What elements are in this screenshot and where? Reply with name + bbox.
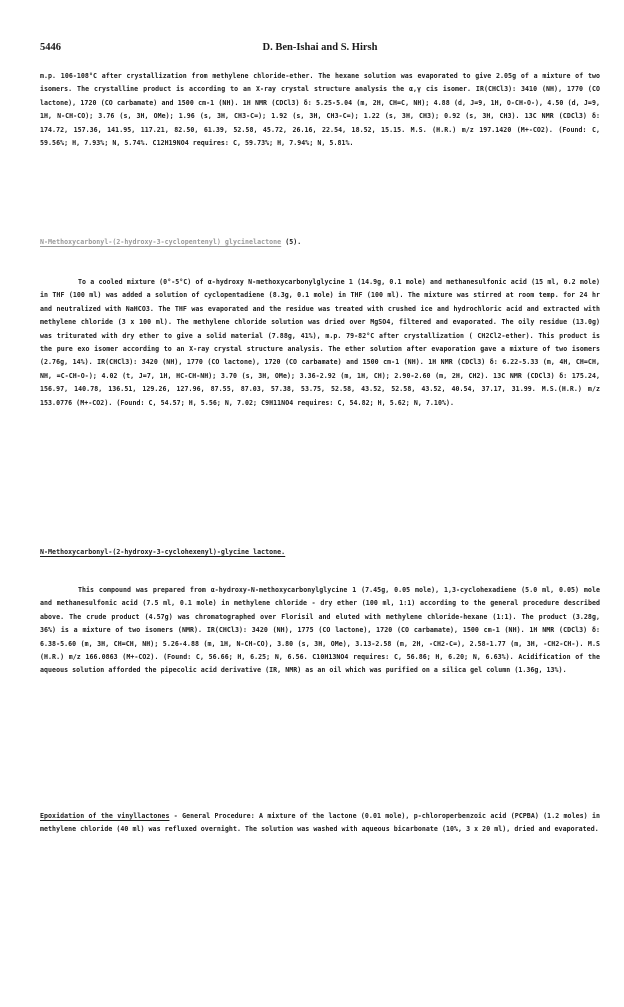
running-header	[40, 42, 600, 56]
paragraph-continued	[40, 70, 600, 150]
section-heading-cyclohexenyl	[40, 546, 285, 559]
paragraph-text: - General Procedure: A mixture of the lactone (0.01 mole), p-chloroperbenzoic acid (PCPBA) (1.2 moles) in methylene chloride (40 ml) was refluxed overnight. The solution was washed with aqueous bicarbonate (10%, 3 x 20 ml), dried and evaporated.	[40, 812, 600, 834]
paragraph-epoxidation	[40, 810, 600, 837]
paragraph-text: m.p. 106-108°C after crystallization from methylene chloride-ether. The hexane solution was evaporated to give 2.05g of a mixture of two isomers. The crystalline product is according to an X-ray crystal structure analysis the α,γ cis isomer. IR(CHCl3): 3410 (NH), 1770 (CO lactone), 1720 (CO carbamate) and 1500 cm-1 (NH). 1H NMR (CDCl3) δ: 5.25-5.04 (m, 2H, CH=C, NH); 4.88 (d, J=9, 1H, O-CH-O-), 4.50 (d, J=9, 1H, N-CH-CO); 3.76 (s, 3H, OMe); 1.96 (s, 3H, CH3-C=); 1.92 (s, 3H, CH3-C=); 1.22 (s, 3H, CH3); 0.92 (s, 3H, CH3). 13C NMR (CDCl3) δ: 174.72, 157.36, 141.95, 117.21, 82.50, 61.39, 52.58, 45.72, 26.16, 22.54, 18.52, 15.15. M.S. (H.R.) m/z 197.1420 (M+-CO2). (Found: C, 59.56%; H, 7.93%; N, 5.74%. C12H19NO4 requires: C, 59.73%; H, 7.94%; N, 5.81%.	[40, 72, 600, 148]
section-heading-cyclopentenyl	[40, 236, 301, 249]
section-title: N-Methoxycarbonyl-(2-hydroxy-3-cyclohexenyl)-glycine lactone.	[40, 548, 286, 556]
compound-ref: (5).	[285, 238, 302, 246]
paragraph-cyclopentenyl	[40, 276, 600, 410]
section-title: Epoxidation of the vinyllactones	[40, 812, 170, 820]
section-title: N-Methoxycarbonyl-(2-hydroxy-3-cyclopentenyl) glycinelactone	[40, 238, 282, 246]
paragraph-text: To a cooled mixture (0°-5°C) of α-hydroxy N-methoxycarbonylglycine 1 (14.9g, 0.1 mole) and methanesulfonic acid (15 ml, 0.2 mole) in THF (100 ml) was added a solution of cyclopentadiene (8.3g, 0.1 mole) in THF (100 ml). The mixture was stirred at room temp. for 24 hr and neutralized with NaHCO3. The THF was evaporated and the residue was treated with crushed ice and hydrochloric acid and extracted with methylene chloride (3 x 100 ml). The methylene chloride solution was dried over MgSO4, filtered and evaporated. The oily residue (13.0g) was triturated with dry ether to give a solid material (7.88g, 41%), m.p. 79-82°C after crystallization ( CH2Cl2-ether). This product is the pure exo isomer according to an X-ray crystal structure analysis. The ether solution after evaporation gave a mixture of two isomers (2.76g, 14%). IR(CHCl3): 3420 (NH), 1770 (CO lactone), 1720 (CO carbamate) and 1500 cm-1 (NH). 1H NMR (CDCl3) δ: 6.22-5.33 (m, 4H, CH=CH, NH, =C-CH-O-); 4.02 (t, J=7, 1H, HC-CH-NH); 3.70 (s, 3H, OMe); 3.36-2.92 (m, 1H, CH); 2.90-2.60 (m, 2H, CH2). 13C NMR (CDCl3) δ: 175.24, 156.97, 140.78, 136.51, 129.26, 127.96, 87.55, 87.03, 57.38, 53.75, 52.58, 43.52, 52.58, 43.52, 40.54, 37.17, 31.99. M.S.(H.R.) m/z 153.0776 (M+-CO2). (Found: C, 54.57; H, 5.56; N, 7.02; C9H11NO4 requires: C, 54.82; H, 5.62; N, 7.10%).	[40, 278, 600, 407]
page-number: 5446	[40, 42, 61, 53]
paragraph-text: This compound was prepared from α-hydroxy-N-methoxycarbonylglycine 1 (7.45g, 0.05 mole), 1,3-cyclohexadiene (5.0 ml, 0.05) mole and methanesulfonic acid (7.5 ml, 0.1 mole) in methylene chloride - dry ether (100 ml, 1:1) according to the general procedure described above. The crude product (4.57g) was chromatographed over Florisil and eluted with methylene chloride-hexane (1:1). The product (3.28g, 36%) is a mixture of two isomers (NMR). IR(CHCl3): 3420 (NH), 1775 (CO lactone), 1720 (CO carbamate), 1500 cm-1 (NH). 1H NMR (CDCl3) δ: 6.38-5.60 (m, 3H, CH=CH, NH); 5.26-4.88 (m, 1H, N-CH-CO), 3.80 (s, 3H, OMe), 3.13-2.58 (m, 2H, -CH2-C=), 2.58-1.77 (m, 3H, -CH2-CH-). M.S (H.R.) m/z 166.0863 (M+-CO2). (Found: C, 56.66; H, 6.25; N, 6.56. C10H13NO4 requires: C, 56.86; H, 6.20; N, 6.63%). Acidification of the aqueous solution afforded the pipecolic acid derivative (IR, NMR) as an oil which was purified on a silica gel column (1.36g, 13%).	[40, 586, 600, 675]
running-head-authors: D. Ben-Ishai and S. Hirsh	[262, 42, 378, 53]
paragraph-cyclohexenyl	[40, 584, 600, 678]
